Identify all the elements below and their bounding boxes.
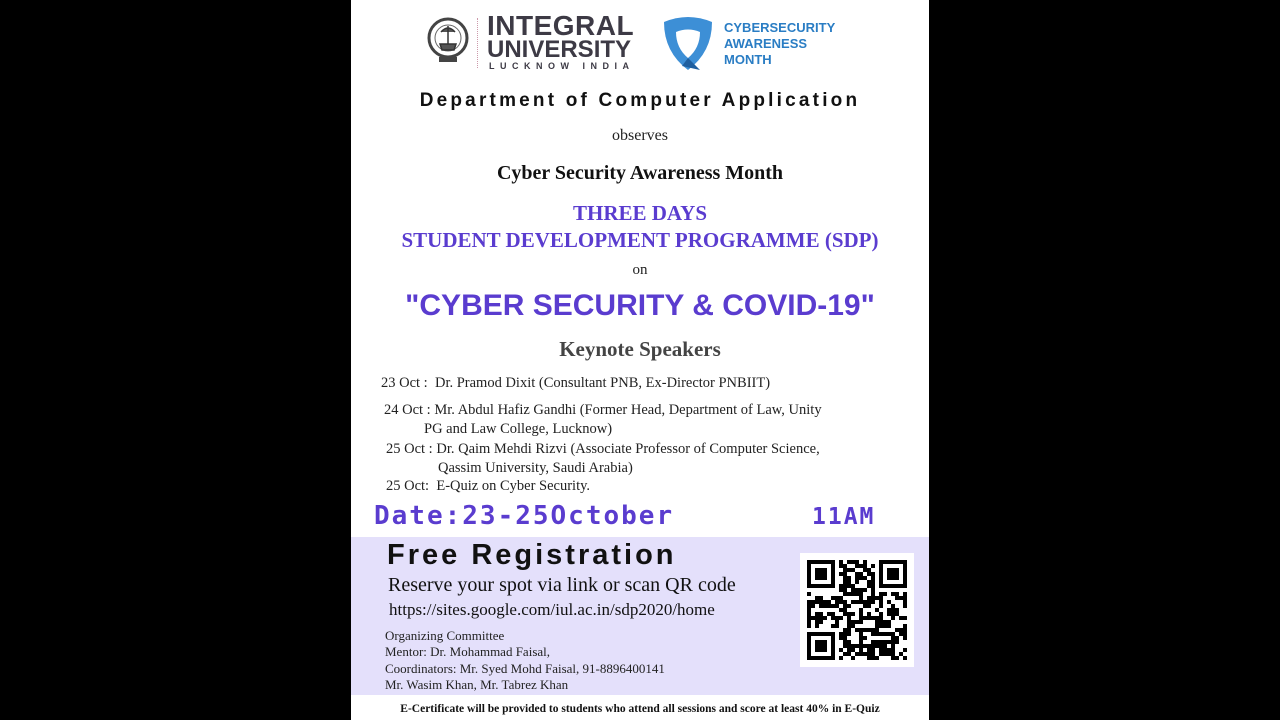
programme-line: STUDENT DEVELOPMENT PROGRAMME (SDP) bbox=[401, 228, 879, 252]
speaker-name: Dr. Qaim Mehdi Rizvi (Associate Professor of Computer Science, bbox=[436, 441, 820, 457]
qr-modules bbox=[807, 560, 907, 660]
certificate-note: E-Certificate will be provided to students who attend all sessions and score at least 40% in E-Quiz bbox=[400, 703, 880, 715]
speaker-date: 23 Oct : bbox=[381, 375, 428, 391]
committee-line: Organizing Committee bbox=[385, 628, 505, 643]
registration-link[interactable]: https://sites.google.com/iul.ac.in/sdp2020/home bbox=[389, 600, 715, 619]
speaker-date: 25 Oct: bbox=[386, 478, 430, 494]
registration-subtitle: Reserve your spot via link or scan QR code bbox=[388, 574, 736, 596]
programme-title bbox=[351, 200, 929, 254]
keynote-heading: Keynote Speakers bbox=[559, 337, 721, 361]
speaker-name: Dr. Pramod Dixit (Consultant PNB, Ex-Director PNBIIT) bbox=[434, 375, 771, 391]
speaker-date: 24 Oct : bbox=[384, 402, 431, 418]
registration-title: Free Registration bbox=[387, 539, 677, 571]
committee-line: Coordinators: Mr. Syed Mohd Faisal, 91-8896400141 bbox=[385, 660, 665, 676]
speaker-name: E-Quiz on Cyber Security. bbox=[436, 478, 591, 494]
event-time: 11AM bbox=[812, 504, 876, 530]
logo-location: LUCKNOW INDIA bbox=[489, 61, 635, 71]
poster bbox=[351, 0, 929, 720]
speaker-detail: PG and Law College, Lucknow) bbox=[424, 421, 613, 437]
observes-text: observes bbox=[612, 127, 668, 144]
event-title: Cyber Security Awareness Month bbox=[496, 162, 784, 184]
event-date: Date:23-25October bbox=[374, 501, 675, 531]
on-text: on bbox=[632, 262, 648, 278]
csam-line: AWARENESS bbox=[724, 36, 808, 51]
committee-line: Mentor: Dr. Mohammad Faisal, bbox=[385, 644, 551, 660]
csam-line: MONTH bbox=[724, 52, 772, 67]
speaker-date: 25 Oct : bbox=[386, 441, 433, 457]
logo-university: UNIVERSITY bbox=[487, 36, 632, 63]
topic-title: "CYBER SECURITY & COVID-19" bbox=[405, 289, 875, 322]
speaker-name: Mr. Abdul Hafiz Gandhi (Former Head, Department of Law, Unity bbox=[434, 402, 822, 418]
logo-integral: INTEGRAL bbox=[487, 10, 635, 41]
speaker-detail: Qassim University, Saudi Arabia) bbox=[438, 460, 633, 476]
csam-line: CYBERSECURITY bbox=[724, 20, 836, 35]
qr-code-icon bbox=[807, 560, 907, 660]
organizing-committee bbox=[385, 628, 665, 693]
qr-code[interactable] bbox=[800, 553, 914, 667]
university-emblem-icon bbox=[427, 16, 469, 64]
shield-icon bbox=[660, 16, 716, 74]
committee-line: Mr. Wasim Khan, Mr. Tabrez Khan bbox=[385, 676, 569, 692]
programme-line: THREE DAYS bbox=[572, 201, 708, 225]
department-title: Department of Computer Application bbox=[419, 90, 861, 111]
